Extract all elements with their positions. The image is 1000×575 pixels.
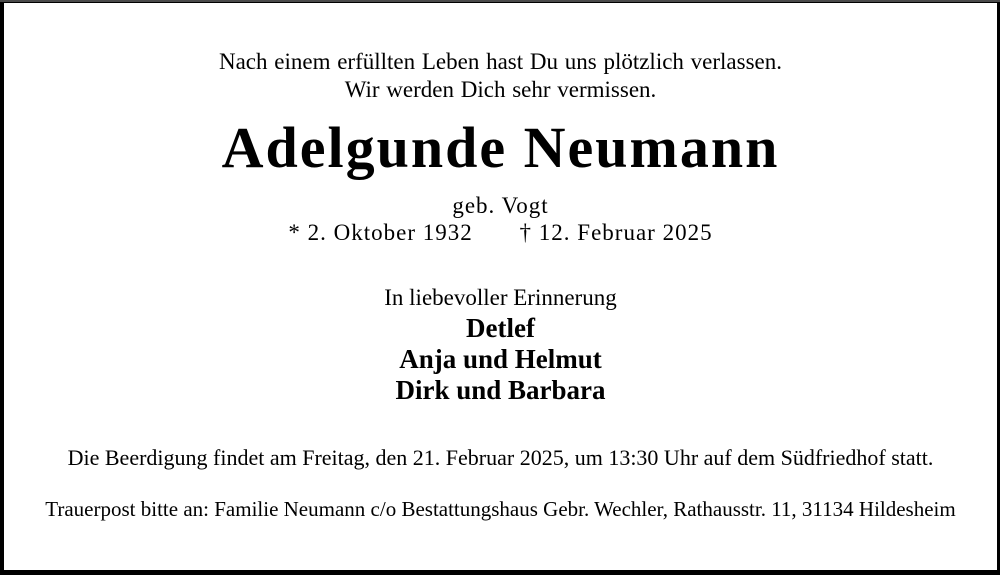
intro-line-1: Nach einem erfüllten Leben hast Du uns plötzlich verlassen. (218, 49, 782, 74)
deceased-name: Adelgunde Neumann (221, 115, 780, 180)
intro-line-2: Wir werden Dich sehr vermissen. (344, 77, 657, 102)
obituary-card (4, 3, 997, 570)
funeral-notice: Die Beerdigung findet am Freitag, den 21. Februar 2025, um 13:30 Uhr auf dem Südfriedhof statt. (67, 445, 934, 470)
mourner-name: Dirk und Barbara (395, 375, 606, 405)
intro-text (4, 48, 997, 104)
birth-date: * 2. Oktober 1932 (288, 220, 473, 245)
mourner-name: Detlef (466, 313, 535, 343)
life-dates (4, 219, 997, 247)
mourner-name: Anja und Helmut (399, 344, 602, 374)
remembrance-heading: In liebevoller Erinnerung (384, 285, 617, 310)
death-date: † 12. Februar 2025 (519, 220, 713, 245)
maiden-name: geb. Vogt (452, 193, 549, 218)
mail-notice: Trauerpost bitte an: Familie Neumann c/o Bestattungshaus Gebr. Wechler, Rathausstr. 11, 31134 Hildesheim (45, 497, 956, 521)
